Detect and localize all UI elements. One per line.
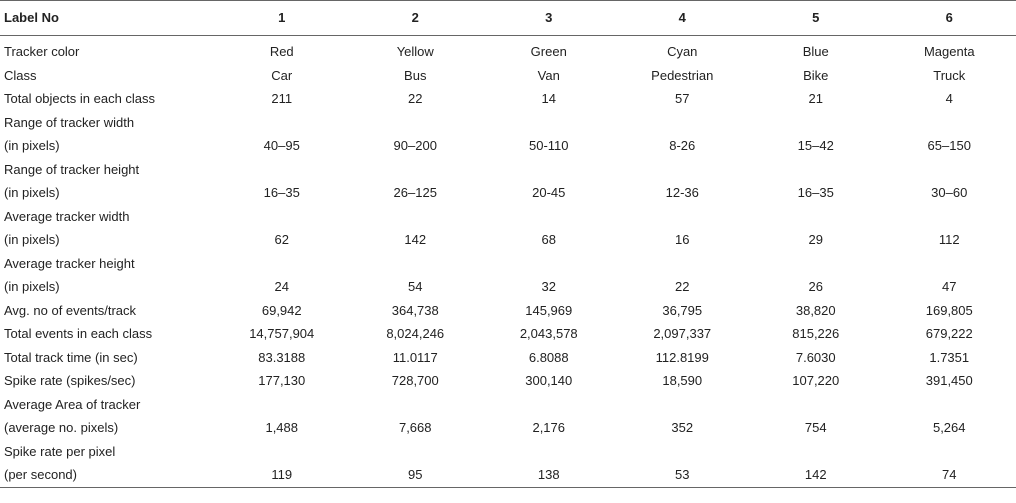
table-cell: 22	[408, 91, 423, 106]
row-label: Tracker color	[4, 44, 80, 59]
row-label: Range of tracker height	[4, 161, 140, 177]
table-cell: 24	[274, 279, 289, 294]
row-label: Avg. no of events/track	[4, 302, 136, 318]
table-cell: 1.7351	[929, 349, 970, 365]
table-cell: 8-26	[669, 138, 696, 153]
table-row	[0, 64, 1016, 88]
table-cell: 65–150	[927, 138, 971, 153]
table-cell: 391,450	[925, 373, 973, 388]
row-label: Range of tracker width	[4, 114, 135, 130]
table-row	[0, 369, 1016, 393]
table-cell	[349, 440, 483, 464]
table-cell	[215, 440, 349, 464]
table-cell: 68	[541, 232, 556, 247]
table-cell	[883, 205, 1016, 229]
table-row	[0, 322, 1016, 346]
table-cell: 815,226	[792, 326, 840, 341]
table-cell: 8,024,246	[386, 326, 445, 341]
table-cell: 14	[541, 91, 556, 106]
table-cell: 728,700	[391, 373, 439, 388]
row-label: Average tracker width	[4, 208, 130, 224]
table-cell: 7.6030	[795, 349, 836, 365]
table-cell	[883, 252, 1016, 276]
table-cell: 57	[675, 91, 690, 106]
table-cell	[482, 158, 616, 182]
row-label: (in pixels)	[4, 279, 60, 294]
table-cell: 142	[404, 232, 427, 247]
table-cell	[749, 440, 883, 464]
table-cell: 40–95	[263, 138, 300, 153]
table-cell: 16	[675, 232, 690, 247]
table-cell: 11.0117	[392, 349, 438, 365]
table-row	[0, 36, 1016, 64]
table-cell: Green	[530, 44, 567, 59]
table-cell: 300,140	[525, 373, 573, 388]
table-row	[0, 393, 1016, 417]
table-cell: Magenta	[923, 44, 975, 59]
row-label: Class	[4, 67, 37, 83]
table-cell: 74	[883, 463, 1016, 487]
table-cell: Cyan	[667, 44, 698, 59]
table-cell	[482, 393, 616, 417]
table-cell	[349, 158, 483, 182]
table-row	[0, 228, 1016, 252]
table-cell: 95	[349, 463, 483, 487]
table-row	[0, 463, 1016, 487]
table-cell: 26	[808, 279, 823, 294]
table-cell	[749, 252, 883, 276]
table-cell: Truck	[933, 67, 966, 83]
table-cell: 5,264	[932, 420, 966, 435]
table-cell: 62	[274, 232, 289, 247]
table-row	[0, 440, 1016, 464]
table-cell: 16–35	[797, 185, 834, 200]
table-cell: 112	[938, 232, 960, 247]
table-cell	[749, 205, 883, 229]
table-cell	[616, 111, 750, 135]
table-cell: Bike	[803, 67, 829, 83]
row-label: Total events in each class	[4, 326, 153, 341]
header-col-5: 5	[749, 1, 883, 36]
table-cell: Red	[269, 44, 294, 59]
table-cell	[749, 158, 883, 182]
table-cell: 90–200	[393, 138, 437, 153]
table-cell: 138	[482, 463, 616, 487]
table-cell: 30–60	[931, 185, 968, 200]
table-cell: 679,222	[925, 326, 973, 341]
table-cell: 29	[808, 232, 823, 247]
table-cell	[883, 111, 1016, 135]
table-cell: 38,820	[795, 302, 836, 318]
table-cell	[616, 252, 750, 276]
table-cell: 20-45	[532, 185, 566, 200]
table-cell	[883, 393, 1016, 417]
row-label: Total objects in each class	[4, 91, 156, 106]
header-row	[0, 1, 1016, 36]
header-col-6: 6	[883, 1, 1016, 36]
table-row	[0, 111, 1016, 135]
row-label: (in pixels)	[4, 232, 60, 247]
table-cell: 15–42	[797, 138, 834, 153]
table-cell: 211	[271, 91, 293, 106]
table-cell: 364,738	[391, 302, 439, 318]
table-row	[0, 205, 1016, 229]
table-row	[0, 87, 1016, 111]
row-label: (in pixels)	[4, 138, 60, 153]
table-cell: 54	[408, 279, 423, 294]
table-cell	[349, 252, 483, 276]
row-label: (average no. pixels)	[4, 420, 119, 435]
table-row	[0, 158, 1016, 182]
table-cell	[883, 158, 1016, 182]
table-cell: 36,795	[662, 302, 703, 318]
row-label: Average tracker height	[4, 255, 135, 271]
table-cell: 119	[215, 463, 349, 487]
header-col-2: 2	[349, 1, 483, 36]
table-row	[0, 275, 1016, 299]
table-row	[0, 346, 1016, 370]
table-cell	[215, 205, 349, 229]
table-cell	[616, 440, 750, 464]
table-cell: 1,488	[265, 420, 299, 435]
table-cell	[482, 111, 616, 135]
table-cell	[616, 158, 750, 182]
table-row	[0, 299, 1016, 323]
table-cell	[215, 252, 349, 276]
table-cell: 6.8088	[528, 349, 569, 365]
table-cell: 2,097,337	[653, 326, 712, 341]
table-cell	[616, 393, 750, 417]
row-label: Total track time (in sec)	[4, 349, 138, 365]
table-cell	[349, 111, 483, 135]
table-cell	[215, 158, 349, 182]
table-cell: Yellow	[396, 44, 434, 59]
table-cell: 2,176	[532, 420, 566, 435]
table-cell	[749, 111, 883, 135]
table-cell	[482, 252, 616, 276]
table-cell: Pedestrian	[651, 67, 714, 83]
table-cell	[349, 393, 483, 417]
row-label: Spike rate per pixel	[4, 443, 116, 459]
table-cell	[616, 205, 750, 229]
table-cell: 2,043,578	[519, 326, 578, 341]
table-cell	[215, 393, 349, 417]
row-label: (in pixels)	[4, 185, 60, 200]
table-cell: 53	[616, 463, 750, 487]
table-cell: 22	[675, 279, 690, 294]
table-cell: 4	[945, 91, 953, 106]
table-cell: 177,130	[258, 373, 306, 388]
header-label-no: Label No	[0, 1, 215, 36]
header-col-4: 4	[616, 1, 750, 36]
row-label: Spike rate (spikes/sec)	[4, 373, 136, 388]
table-cell: 21	[808, 91, 823, 106]
table-cell: Bus	[404, 67, 427, 83]
header-col-3: 3	[482, 1, 616, 36]
table-cell: 14,757,904	[249, 326, 315, 341]
table-cell: 7,668	[398, 420, 432, 435]
table-cell: 26–125	[393, 185, 437, 200]
table-cell	[215, 111, 349, 135]
table-cell: 18,590	[662, 373, 703, 388]
table-cell: 754	[804, 420, 827, 435]
table-cell: Van	[537, 67, 560, 83]
table-cell: 12-36	[665, 185, 699, 200]
row-label: Average Area of tracker	[4, 396, 141, 412]
table-cell: 32	[541, 279, 556, 294]
table-cell: 47	[942, 279, 957, 294]
table-cell: 69,942	[261, 302, 302, 318]
table-cell	[482, 205, 616, 229]
table-cell	[749, 393, 883, 417]
table-cell	[883, 440, 1016, 464]
table-cell: 83.3188	[258, 349, 306, 365]
table-row	[0, 416, 1016, 440]
table-cell: 50-110	[528, 138, 569, 153]
table-cell: Blue	[802, 44, 829, 59]
row-label: (per second)	[0, 463, 215, 487]
table-cell: 169,805	[925, 302, 973, 318]
table-row	[0, 181, 1016, 205]
table-cell: 352	[671, 420, 694, 435]
table-cell	[482, 440, 616, 464]
header-col-1: 1	[215, 1, 349, 36]
table-cell	[349, 205, 483, 229]
table-cell: 16–35	[263, 185, 300, 200]
table-row	[0, 252, 1016, 276]
table-cell: 107,220	[792, 373, 840, 388]
table-cell: 142	[749, 463, 883, 487]
table-row	[0, 134, 1016, 158]
table-cell: 145,969	[525, 302, 573, 318]
table-cell: 112.8199	[655, 349, 709, 365]
table-cell: Car	[271, 67, 293, 83]
